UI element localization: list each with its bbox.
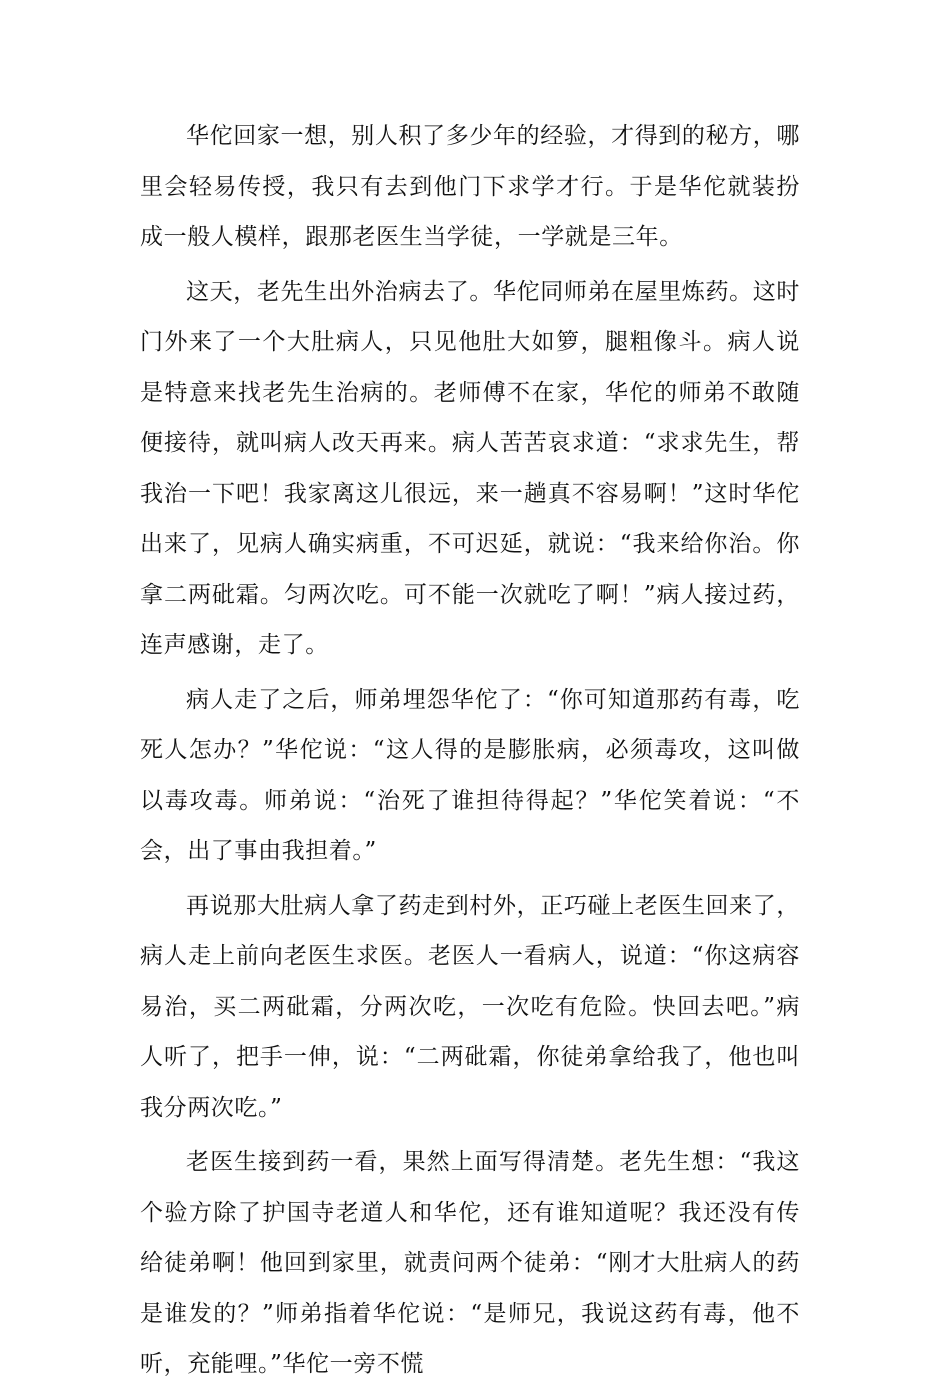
- paragraph-2: 这天，老先生出外治病去了。华佗同师弟在屋里炼药。这时门外来了一个大肚病人，只见他肚大如箩，腿粗像斗。病人说是特意来找老先生治病的。老师傅不在家，华佗的师弟不敢随便接待，就叫病人改天再来。病人苦苦哀求道：“求求先生，帮我治一下吧！我家离这儿很远，来一趟真不容易啊！”这时华佗出来了，见病人确实病重，不可迟延，就说：“我来给你治。你拿二两砒霜。匀两次吃。可不能一次就吃了啊！”病人接过药，连声感谢，走了。: [140, 278, 800, 658]
- paragraph-5: 老医生接到药一看，果然上面写得清楚。老先生想：“我这个验方除了护国寺老道人和华佗，还有谁知道呢？我还没有传给徒弟啊！他回到家里，就责问两个徒弟：“刚才大肚病人的药是谁发的？”师弟指着华佗说：“是师兄，我说这药有毒，他不听，充能哩。”华佗一旁不慌: [140, 1149, 800, 1377]
- paragraph-4: 再说那大肚病人拿了药走到村外，正巧碰上老医生回来了，病人走上前向老医生求医。老医人一看病人，说道：“你这病容易治，买二两砒霜，分两次吃，一次吃有危险。快回去吧。”病人听了，把手一伸，说：“二两砒霜，你徒弟拿给我了，他也叫我分两次吃。”: [140, 892, 800, 1121]
- paragraph-3: 病人走了之后，师弟埋怨华佗了：“你可知道那药有毒，吃死人怎办？”华佗说：“这人得的是膨胀病，必须毒攻，这叫做以毒攻毒。师弟说：“治死了谁担待得起？”华佗笑着说：“不会，出了事由我担着。”: [140, 686, 800, 864]
- paragraph-1: 华佗回家一想，别人积了多少年的经验，才得到的秘方，哪里会轻易传授，我只有去到他门下求学才行。于是华佗就装扮成一般人模样，跟那老医生当学徒，一学就是三年。: [140, 123, 800, 250]
- document-body: [140, 111, 800, 1394]
